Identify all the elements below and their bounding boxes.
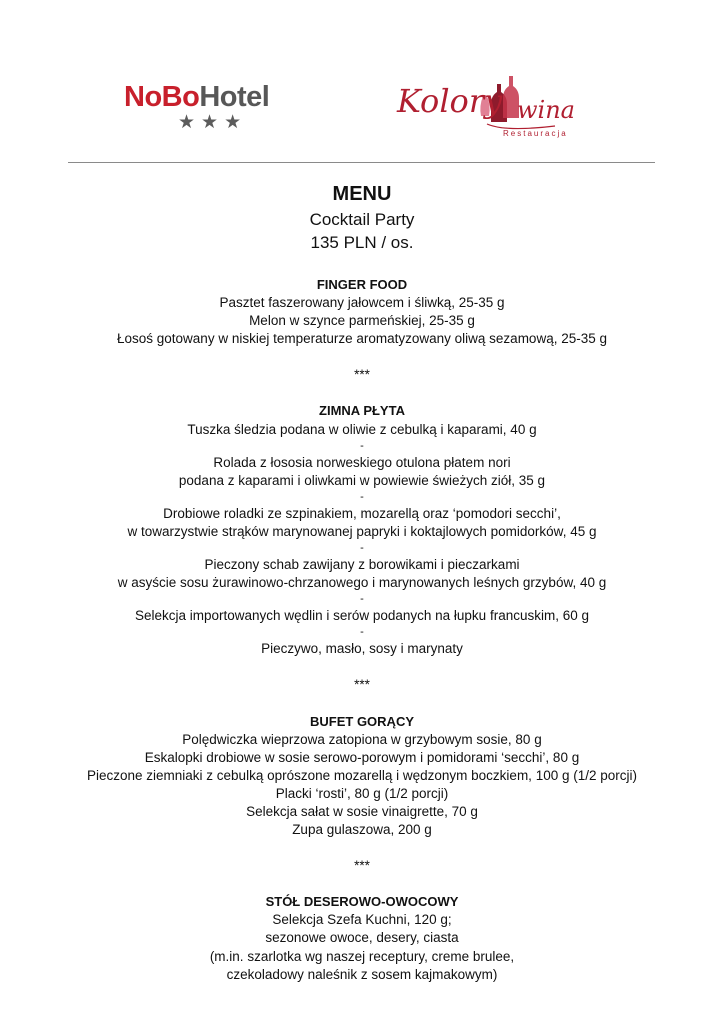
item-dash: - (360, 593, 364, 606)
menu-item: Tuszka śledzia podana w oliwie z cebulką i kaparami, 40 g (187, 421, 537, 437)
nobo-stars-icon: ★★★ (178, 112, 248, 133)
menu-item: Pieczone ziemniaki z cebulką oprószone mozarellą i wędzonym boczkiem, 100 g (1/2 porcji) (86, 767, 637, 783)
section-title-bufet-goracy: BUFET GORĄCY (310, 713, 414, 729)
kolory-wina-logo (385, 70, 595, 150)
item-dash: - (360, 490, 364, 503)
section-separator: *** (354, 858, 370, 874)
nobo-hotel-logo (124, 82, 304, 134)
menu-item: Pieczywo, masło, sosy i marynaty (261, 641, 463, 657)
menu-item: czekoladowy naleśnik z sosem kajmakowym) (226, 966, 498, 982)
section-title-zimna-plyta: ZIMNA PŁYTA (319, 403, 405, 419)
menu-item: Selekcja sałat w sosie vinaigrette, 70 g (246, 803, 478, 819)
nobo-hotel-wordmark (124, 82, 269, 112)
menu-item: Selekcja Szefa Kuchni, 120 g; (272, 912, 452, 928)
section-separator: *** (354, 677, 370, 693)
menu-item: Polędwiczka wieprzowa zatopiona w grzybowym sosie, 80 g (182, 731, 542, 747)
menu-item: Selekcja importowanych wędlin i serów podanych na łupku francuskim, 60 g (135, 608, 589, 624)
section-separator: *** (354, 367, 370, 383)
menu-item: Rolada z łososia norweskiego otulona płatem nori (213, 454, 511, 470)
kolory-wina-logo-svg (385, 70, 595, 150)
item-dash: - (360, 626, 364, 639)
menu-item: (m.in. szarlotka wg naszej receptury, creme brulee, (209, 948, 515, 964)
menu-subtitle: Cocktail Party (309, 210, 415, 229)
menu-item: Łosoś gotowany w niskiej temperaturze aromatyzowany oliwą sezamową, 25-35 g (117, 331, 607, 347)
wina-script-text: wina (517, 96, 575, 124)
menu-item: podana z kaparami i oliwkami w powiewie świeżych ziół, 35 g (178, 472, 546, 488)
section-title-finger-food: FINGER FOOD (316, 277, 408, 292)
menu-item: w towarzystwie strąków marynowanej papryki i koktajlowych pomidorków, 45 g (127, 523, 597, 539)
item-dash: - (360, 439, 364, 452)
nobo-wordmark-part1: NoBo (124, 81, 200, 113)
menu-title: MENU (332, 183, 392, 205)
menu-item: sezonowe owoce, desery, ciasta (265, 930, 459, 946)
menu-item: Eskalopki drobiowe w sosie serowo-porowym i pomidorami ‘secchi’, 80 g (144, 749, 580, 765)
menu-item: Placki ‘rosti’, 80 g (1/2 porcji) (275, 785, 449, 801)
menu-item: w asyście sosu żurawinowo-chrzanowego i marynowanych leśnych grzybów, 40 g (117, 575, 607, 591)
section-title-stol-deserowy: STÓŁ DESEROWO-OWOCOWY (265, 894, 459, 910)
menu-content (0, 180, 724, 984)
menu-price: 135 PLN / os. (310, 233, 414, 252)
nobo-wordmark-part2: Hotel (199, 81, 270, 113)
menu-item: Pieczony schab zawijany z borowikami i pieczarkami (204, 557, 520, 573)
item-dash: - (360, 542, 364, 555)
menu-item: Zupa gulaszowa, 200 g (292, 822, 432, 838)
restauracja-text: Restauracja (503, 129, 568, 138)
header-divider (68, 162, 655, 163)
menu-item: Melon w szynce parmeńskiej, 25-35 g (249, 313, 475, 329)
menu-item: Pasztet faszerowany jałowcem i śliwką, 25-35 g (219, 295, 505, 311)
kolory-script-text: Kolory (397, 82, 503, 120)
header (0, 0, 724, 160)
menu-item: Drobiowe roladki ze szpinakiem, mozarellą oraz ‘pomodori secchi’, (163, 505, 561, 521)
